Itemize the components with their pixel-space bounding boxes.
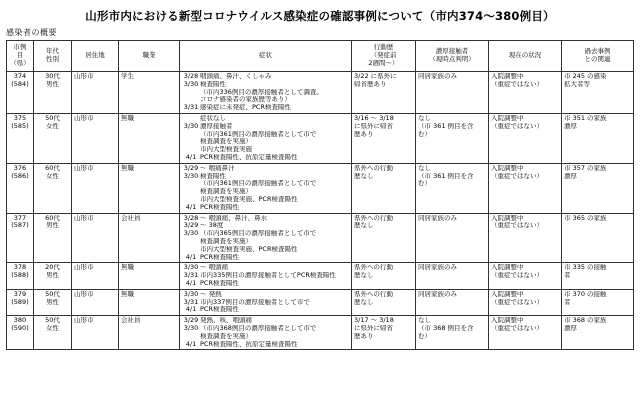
- related-line: 市 351 の家族: [564, 114, 607, 122]
- age-line: 女性: [46, 324, 59, 332]
- symptom-date: 3/30: [183, 122, 199, 130]
- id-line: (589): [11, 298, 29, 306]
- table-row: [7, 316, 634, 350]
- header-cell: 症状: [180, 41, 352, 72]
- symptom-entry: [182, 165, 349, 173]
- symptom-entry: [182, 325, 349, 333]
- cell-id: [7, 113, 34, 163]
- header-cell: 現在の状況: [489, 41, 562, 72]
- symptom-text: （市内361例目の濃厚接触者として市で: [200, 180, 317, 188]
- history-line: 歴なし: [354, 298, 374, 306]
- symptom-date: 3/29: [183, 164, 199, 172]
- related-line: 濃厚: [564, 172, 577, 180]
- related-line: 者: [564, 272, 571, 280]
- cell-residence: 山形市: [72, 113, 119, 163]
- cell-residence: 山形市: [72, 289, 119, 315]
- cell-age: [34, 72, 72, 114]
- cell-status: [489, 263, 562, 289]
- id-line: (587): [11, 222, 29, 230]
- cell-age: [34, 316, 72, 350]
- symptom-text: 検査調査を実施）: [200, 332, 252, 340]
- symptom-date: 3/31: [183, 272, 199, 280]
- symptom-date: 3/29: [183, 317, 199, 325]
- status-line: （重症ではない）: [491, 80, 543, 88]
- symptom-entry: [182, 306, 349, 314]
- symptom-text: PCR検査陽性、抗原定量検査陽性: [200, 153, 298, 161]
- table-row: [7, 163, 634, 213]
- symptom-entry: [182, 123, 349, 131]
- cell-residence: 山形市: [72, 316, 119, 350]
- related-line: 者: [564, 298, 571, 306]
- history-line: 県外への行動: [354, 164, 393, 172]
- symptom-text: PCR検査陽性: [200, 203, 239, 211]
- symptom-entry: [182, 104, 349, 112]
- cell-residence: 山形市: [72, 163, 119, 213]
- symptom-date: 4/1: [185, 253, 197, 261]
- id-line: (590): [11, 324, 29, 332]
- symptom-date: 3/30: [183, 324, 199, 332]
- symptom-text: 〜 38度: [200, 222, 224, 230]
- status-line: 入院調整中: [491, 73, 524, 80]
- symptom-text: 検査調査を実施）: [200, 237, 252, 245]
- status-line: （重症ではない）: [491, 172, 543, 180]
- cell-residence: 山形市: [72, 263, 119, 289]
- cell-related: [562, 72, 634, 114]
- cell-job: 無職: [119, 163, 180, 213]
- symptom-entry: [182, 272, 349, 280]
- cell-contacts: [416, 316, 489, 350]
- symptom-entry: [182, 138, 349, 146]
- history-line: に県外に帰省: [354, 122, 393, 130]
- status-line: 入院調整中: [491, 317, 524, 325]
- symptom-text: 発熱、咳、咽頭痛: [200, 317, 252, 325]
- status-line: （重症ではない）: [491, 222, 543, 230]
- symptom-text: コロナ感染者の家族歴等あり）: [200, 96, 291, 104]
- symptom-entry: [182, 254, 349, 262]
- symptom-text: （市内365例目の濃厚接触者として市で: [200, 230, 317, 238]
- contacts-line: なし: [418, 164, 431, 172]
- history-line: 歴なし: [354, 272, 374, 280]
- symptom-date: 4/1: [185, 203, 197, 211]
- symptom-entry: [182, 73, 349, 81]
- cell-job: 学生: [119, 72, 180, 114]
- status-line: （重症ではない）: [491, 272, 543, 280]
- history-line: 県外への行動: [354, 264, 393, 272]
- cell-related: [562, 213, 634, 263]
- cell-related: [562, 289, 634, 315]
- history-line: 県外への行動: [354, 290, 393, 298]
- age-line: 50代: [45, 114, 60, 122]
- contacts-line: なし: [418, 317, 431, 325]
- cell-residence: 山形市: [72, 72, 119, 114]
- header-cell: 職業: [119, 41, 180, 72]
- age-line: 男性: [46, 272, 59, 280]
- cell-related: [562, 316, 634, 350]
- symptom-text: 〜 咽頭痛、鼻汁、鼻水: [200, 214, 268, 222]
- cell-history: [352, 213, 416, 263]
- symptom-text: （市内361例目の濃厚接触者として市で: [200, 130, 317, 138]
- symptom-text: 感染症に未発症、PCR検査陽性: [200, 104, 291, 112]
- cell-symptoms: [180, 263, 352, 289]
- symptom-entry: [182, 299, 349, 307]
- contacts-line: （市 361 例目を含: [418, 172, 474, 180]
- section-subtitle: 感染者の概要: [6, 28, 57, 37]
- related-line: 市 368 の家族: [564, 317, 607, 325]
- symptom-entry: [182, 246, 349, 254]
- history-line: 3/22 に県外に: [354, 73, 397, 80]
- symptom-text: 検査調査を実施）: [200, 138, 252, 146]
- cell-history: [352, 163, 416, 213]
- symptom-date: 3/30: [183, 80, 199, 88]
- cell-history: [352, 72, 416, 114]
- symptom-text: 検査陽性: [200, 172, 226, 180]
- symptom-date: 3/30: [183, 230, 199, 238]
- related-line: 市 357 の家族: [564, 164, 607, 172]
- contacts-line: （市 361 例目を含: [418, 122, 474, 130]
- cell-id: [7, 316, 34, 350]
- header-cell: 濃厚接触者 （現時点判明）: [416, 41, 489, 72]
- cell-id: [7, 163, 34, 213]
- contacts-line: む）: [418, 332, 431, 340]
- cell-status: [489, 316, 562, 350]
- table-row: [7, 113, 634, 163]
- status-line: 入院調整中: [491, 164, 524, 172]
- case-table: [6, 40, 634, 350]
- age-line: 男性: [46, 298, 59, 306]
- symptom-entry: [182, 291, 349, 299]
- page-title: 山形市内における新型コロナウイルス感染症の確認事例について（市内374～380例目）: [85, 9, 555, 23]
- cell-symptoms: [180, 213, 352, 263]
- cell-contacts: [416, 263, 489, 289]
- symptom-text: 咽頭痛、鼻汁、くしゃみ: [200, 73, 272, 80]
- symptom-date: 4/1: [185, 153, 197, 161]
- contacts-line: 同居家族のみ: [418, 264, 457, 272]
- symptom-entry: [182, 204, 349, 212]
- cell-status: [489, 213, 562, 263]
- age-line: 60代: [45, 164, 60, 172]
- related-line: 市 370 の接触: [564, 290, 607, 298]
- contacts-line: 同居家族のみ: [418, 73, 457, 80]
- id-line: (588): [11, 272, 29, 280]
- header-cell: 市例 目 （県）: [7, 41, 34, 72]
- history-line: 歴あり: [354, 332, 374, 340]
- id-line: 378: [13, 264, 27, 272]
- history-line: 歴なし: [354, 222, 374, 230]
- symptom-text: 症状なし: [200, 114, 226, 122]
- id-line: 380: [13, 317, 27, 325]
- symptom-date: 4/1: [185, 306, 197, 314]
- cell-contacts: [416, 213, 489, 263]
- history-line: に県外に帰省: [354, 324, 393, 332]
- age-line: 男性: [46, 222, 59, 230]
- symptom-text: 検査陽性: [200, 80, 226, 88]
- symptom-date: 3/28: [183, 73, 199, 80]
- symptom-date: 3/30: [183, 264, 199, 272]
- related-line: 市 335 の接触: [564, 264, 607, 272]
- symptom-entry: [182, 96, 349, 104]
- symptom-entry: [182, 215, 349, 223]
- cell-status: [489, 163, 562, 213]
- symptom-text: 市内大型検査実施、PCR検査陽性: [200, 195, 298, 203]
- cell-history: [352, 113, 416, 163]
- cell-age: [34, 213, 72, 263]
- id-line: (584): [11, 80, 29, 88]
- id-line: 376: [13, 164, 27, 172]
- symptom-entry: [182, 173, 349, 181]
- symptom-text: 〜 咽痛鼻汁: [200, 164, 235, 172]
- age-line: 30代: [45, 73, 60, 80]
- id-line: 379: [13, 290, 27, 298]
- symptom-text: 濃厚接触者: [200, 122, 233, 130]
- status-line: 入院調整中: [491, 214, 524, 222]
- related-line: 市 365 の家族: [564, 214, 607, 222]
- symptom-entry: [182, 131, 349, 139]
- symptom-text: PCR検査陽性: [200, 306, 239, 314]
- symptom-date: 3/28: [183, 214, 199, 222]
- symptom-entry: [182, 89, 349, 97]
- status-line: （重症ではない）: [491, 324, 543, 332]
- cell-age: [34, 113, 72, 163]
- id-line: 374: [13, 73, 27, 80]
- history-line: 歴あり: [354, 130, 374, 138]
- cell-related: [562, 263, 634, 289]
- related-line: 市 245 の感染: [564, 73, 607, 80]
- table-row: [7, 213, 634, 263]
- symptom-text: 市内大型検査実施、PCR検査陽性: [200, 245, 298, 253]
- symptom-entry: [182, 341, 349, 349]
- symptom-text: PCR検査陽性: [200, 279, 239, 287]
- symptom-text: （市内336例目の濃厚接触者として調査。: [200, 88, 323, 96]
- symptom-text: 検査調査を実施）: [200, 188, 252, 196]
- table-row: [7, 72, 634, 114]
- symptom-entry: [182, 188, 349, 196]
- cell-job: 無職: [119, 113, 180, 163]
- cell-contacts: [416, 163, 489, 213]
- symptom-text: 〜 発熱: [200, 290, 222, 298]
- symptom-date: 3/30: [183, 172, 199, 180]
- symptom-entry: [182, 146, 349, 154]
- symptom-entry: [182, 180, 349, 188]
- status-line: 入院調整中: [491, 290, 524, 298]
- contacts-line: 同居家族のみ: [418, 214, 457, 222]
- age-line: 20代: [45, 264, 60, 272]
- symptom-date: 3/31: [183, 298, 199, 306]
- status-line: （重症ではない）: [491, 122, 543, 130]
- symptom-date: 4/1: [185, 279, 197, 287]
- symptom-entry: [182, 196, 349, 204]
- id-line: (585): [11, 122, 29, 130]
- symptom-entry: [182, 81, 349, 89]
- cell-id: [7, 213, 34, 263]
- related-line: 拡大者等: [564, 80, 590, 88]
- age-line: 50代: [45, 290, 60, 298]
- history-line: 県外への行動: [354, 214, 393, 222]
- cell-symptoms: [180, 72, 352, 114]
- symptom-entry: [182, 280, 349, 288]
- cell-age: [34, 163, 72, 213]
- cell-history: [352, 263, 416, 289]
- header-cell: 年代 性別: [34, 41, 72, 72]
- cell-contacts: [416, 289, 489, 315]
- status-line: 入院調整中: [491, 114, 524, 122]
- symptom-text: 市内337例目の濃厚接触者として市で: [200, 298, 310, 306]
- cell-related: [562, 113, 634, 163]
- cell-related: [562, 163, 634, 213]
- contacts-line: 同居家族のみ: [418, 290, 457, 298]
- table-header-row: [7, 41, 634, 72]
- history-line: 3/16 ～ 3/18: [354, 114, 394, 122]
- status-line: 入院調整中: [491, 264, 524, 272]
- cell-age: [34, 289, 72, 315]
- symptom-entry: [182, 264, 349, 272]
- cell-job: 会社員: [119, 316, 180, 350]
- symptom-entry: [182, 317, 349, 325]
- cell-history: [352, 289, 416, 315]
- symptom-text: PCR検査陽性: [200, 253, 239, 261]
- cell-age: [34, 263, 72, 289]
- symptom-date: 3/31: [183, 104, 199, 112]
- cell-job: 無職: [119, 263, 180, 289]
- symptom-text: 〜 咽頭痛: [200, 264, 229, 272]
- table-body: [7, 72, 634, 350]
- symptom-entry: [182, 230, 349, 238]
- related-line: 濃厚: [564, 324, 577, 332]
- symptom-text: 市内大型検査実施: [200, 146, 252, 154]
- cell-status: [489, 113, 562, 163]
- history-line: 歴なし: [354, 172, 374, 180]
- table-row: [7, 289, 634, 315]
- id-line: 375: [13, 114, 27, 122]
- symptom-date: 3/29: [183, 222, 199, 230]
- contacts-line: （市 368 例目を含: [418, 324, 474, 332]
- history-line: 帰省歴あり: [354, 80, 387, 88]
- age-line: 60代: [45, 214, 60, 222]
- cell-contacts: [416, 72, 489, 114]
- symptom-entry: [182, 115, 349, 123]
- cell-status: [489, 72, 562, 114]
- header-cell: 過去事例 との関連: [562, 41, 634, 72]
- contacts-line: なし: [418, 114, 431, 122]
- cell-contacts: [416, 113, 489, 163]
- cell-symptoms: [180, 289, 352, 315]
- cell-job: 会社員: [119, 213, 180, 263]
- symptom-date: 4/1: [185, 340, 197, 348]
- id-line: (586): [11, 172, 29, 180]
- age-line: 男性: [46, 80, 59, 88]
- cell-symptoms: [180, 316, 352, 350]
- age-line: 女性: [46, 172, 59, 180]
- symptom-entry: [182, 333, 349, 341]
- header-cell: 行動歴 （発症前 2週間～）: [352, 41, 416, 72]
- symptom-date: 3/30: [183, 290, 199, 298]
- symptom-entry: [182, 154, 349, 162]
- header-cell: 居住地: [72, 41, 119, 72]
- cell-symptoms: [180, 113, 352, 163]
- cell-symptoms: [180, 163, 352, 213]
- cell-status: [489, 289, 562, 315]
- contacts-line: む）: [418, 180, 431, 188]
- related-line: 濃厚: [564, 122, 577, 130]
- age-line: 50代: [45, 317, 60, 325]
- symptom-text: PCR検査陽性、抗原定量検査陽性: [200, 340, 298, 348]
- status-line: （重症ではない）: [491, 298, 543, 306]
- cell-id: [7, 263, 34, 289]
- cell-id: [7, 289, 34, 315]
- symptom-text: 市内335例目の濃厚接触者としてPCR検査陽性: [200, 272, 336, 280]
- table-row: [7, 263, 634, 289]
- symptom-entry: [182, 222, 349, 230]
- symptom-text: （市内368例目の濃厚接触者として市で: [200, 324, 317, 332]
- age-line: 女性: [46, 122, 59, 130]
- cell-residence: 山形市: [72, 213, 119, 263]
- cell-history: [352, 316, 416, 350]
- contacts-line: む）: [418, 130, 431, 138]
- history-line: 3/17 ～ 3/18: [354, 317, 394, 325]
- cell-job: 無職: [119, 289, 180, 315]
- symptom-entry: [182, 238, 349, 246]
- cell-id: [7, 72, 34, 114]
- id-line: 377: [13, 214, 27, 222]
